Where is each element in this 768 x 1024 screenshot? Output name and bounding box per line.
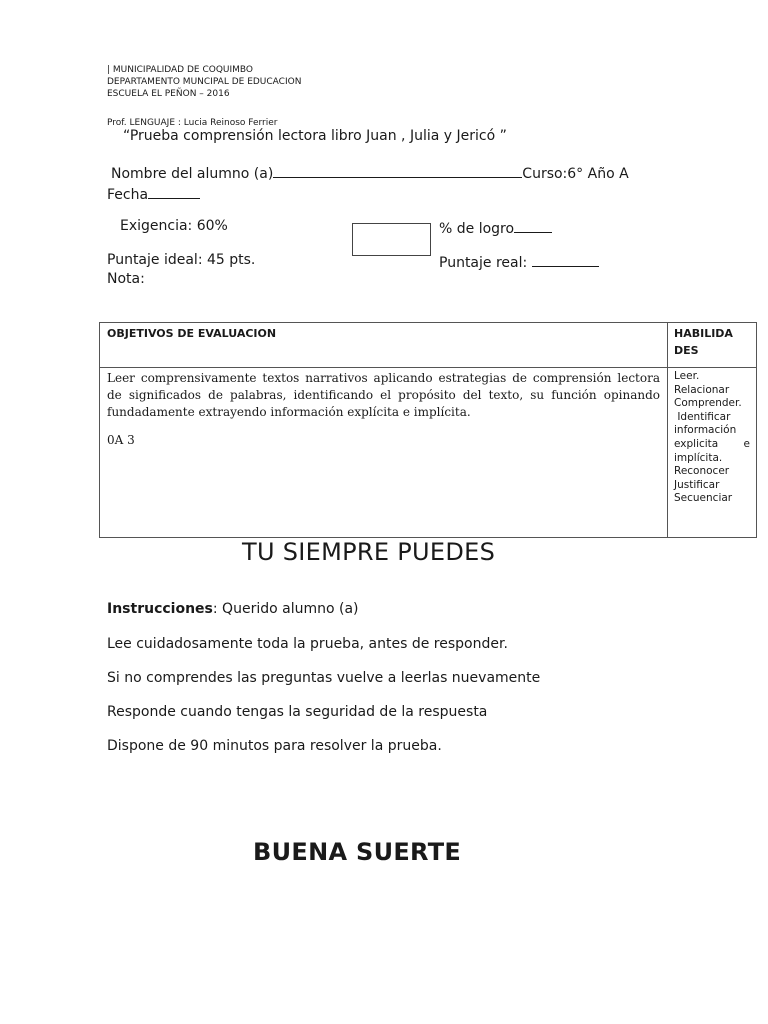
- puntaje-ideal: Puntaje ideal: 45 pts.: [107, 252, 256, 268]
- nota-label: Nota:: [107, 271, 145, 287]
- skill-item: Relacionar: [674, 383, 730, 396]
- skill-item-word: e: [743, 437, 750, 450]
- student-name-blank[interactable]: [273, 163, 522, 178]
- instruction-item: Dispone de 90 minutos para resolver la prueba.: [107, 738, 442, 754]
- objectives-body-row: [100, 368, 757, 538]
- instruction-item: Responde cuando tengas la seguridad de la respuesta: [107, 704, 488, 720]
- puntaje-real-row: [439, 252, 599, 271]
- motto: TU SIEMPRE PUEDES: [242, 538, 496, 566]
- skills-cell: [668, 368, 757, 538]
- instruction-item: Lee cuidadosamente toda la prueba, antes de responder.: [107, 636, 508, 652]
- skills-list: [668, 368, 756, 506]
- date-row: [107, 184, 200, 203]
- skill-item-word: explicita: [674, 437, 719, 450]
- date-blank[interactable]: [148, 184, 200, 199]
- exigencia-text: Exigencia: 60%: [120, 218, 228, 234]
- skill-item: Justificar: [674, 478, 720, 491]
- objectives-header-row: [100, 323, 757, 368]
- skill-item: [674, 438, 750, 452]
- skill-item: Reconocer: [674, 465, 730, 478]
- course-label: Curso:6° Año A: [522, 166, 629, 182]
- objective-cell: [100, 368, 668, 538]
- logro-row: [439, 218, 552, 237]
- skill-item: implícita.: [674, 451, 723, 464]
- school-header: [107, 64, 301, 100]
- skill-item: información: [674, 424, 737, 437]
- puntaje-real-blank[interactable]: [532, 252, 599, 267]
- logro-blank[interactable]: [514, 218, 552, 233]
- student-name-label: Nombre del alumno (a): [111, 166, 274, 182]
- closing-message: BUENA SUERTE: [253, 838, 462, 866]
- header-department: DEPARTAMENTO MUNCIPAL DE EDUCACION: [107, 77, 302, 87]
- teacher-line: Prof. LENGUAJE : Lucia Reinoso Ferrier: [107, 118, 278, 128]
- skill-item: Leer.: [674, 370, 700, 382]
- skills-header-cell: [668, 323, 757, 368]
- test-title: “Prueba comprensión lectora libro Juan , Julia y Jericó ”: [123, 128, 507, 144]
- instruction-item: Si no comprendes las preguntas vuelve a leerlas nuevamente: [107, 670, 541, 686]
- instructions-label: Instrucciones: [107, 601, 213, 617]
- instructions-intro: : Querido alumno (a): [212, 601, 359, 617]
- oa-code: 0A 3: [107, 433, 135, 447]
- logro-label: % de logro: [439, 221, 515, 237]
- instructions-header: [107, 601, 358, 617]
- skill-item: Identificar: [674, 410, 731, 423]
- header-municipality: | MUNICIPALIDAD DE COQUIMBO: [107, 65, 254, 75]
- objective-text: Leer comprensivamente textos narrativos aplicando estrategias de comprensión lectora de significados de palabras, identificando el propósito del texto, su función opinando fundadamente extrayendo información explícita e implícita.: [107, 371, 660, 419]
- skills-header-line1: HABILIDA: [674, 327, 733, 340]
- student-name-row: [111, 163, 629, 182]
- date-label: Fecha: [107, 187, 149, 203]
- skill-item: Secuenciar: [674, 492, 733, 505]
- score-box[interactable]: [352, 223, 431, 256]
- objectives-table: [99, 322, 757, 538]
- skills-header-line2: DES: [674, 344, 699, 357]
- puntaje-real-label: Puntaje real:: [439, 255, 528, 271]
- header-school: ESCUELA EL PEÑON – 2016: [107, 89, 230, 99]
- objectives-header: OBJETIVOS DE EVALUACION: [107, 327, 277, 340]
- skill-item: Comprender.: [674, 397, 742, 410]
- objectives-header-cell: [100, 323, 668, 368]
